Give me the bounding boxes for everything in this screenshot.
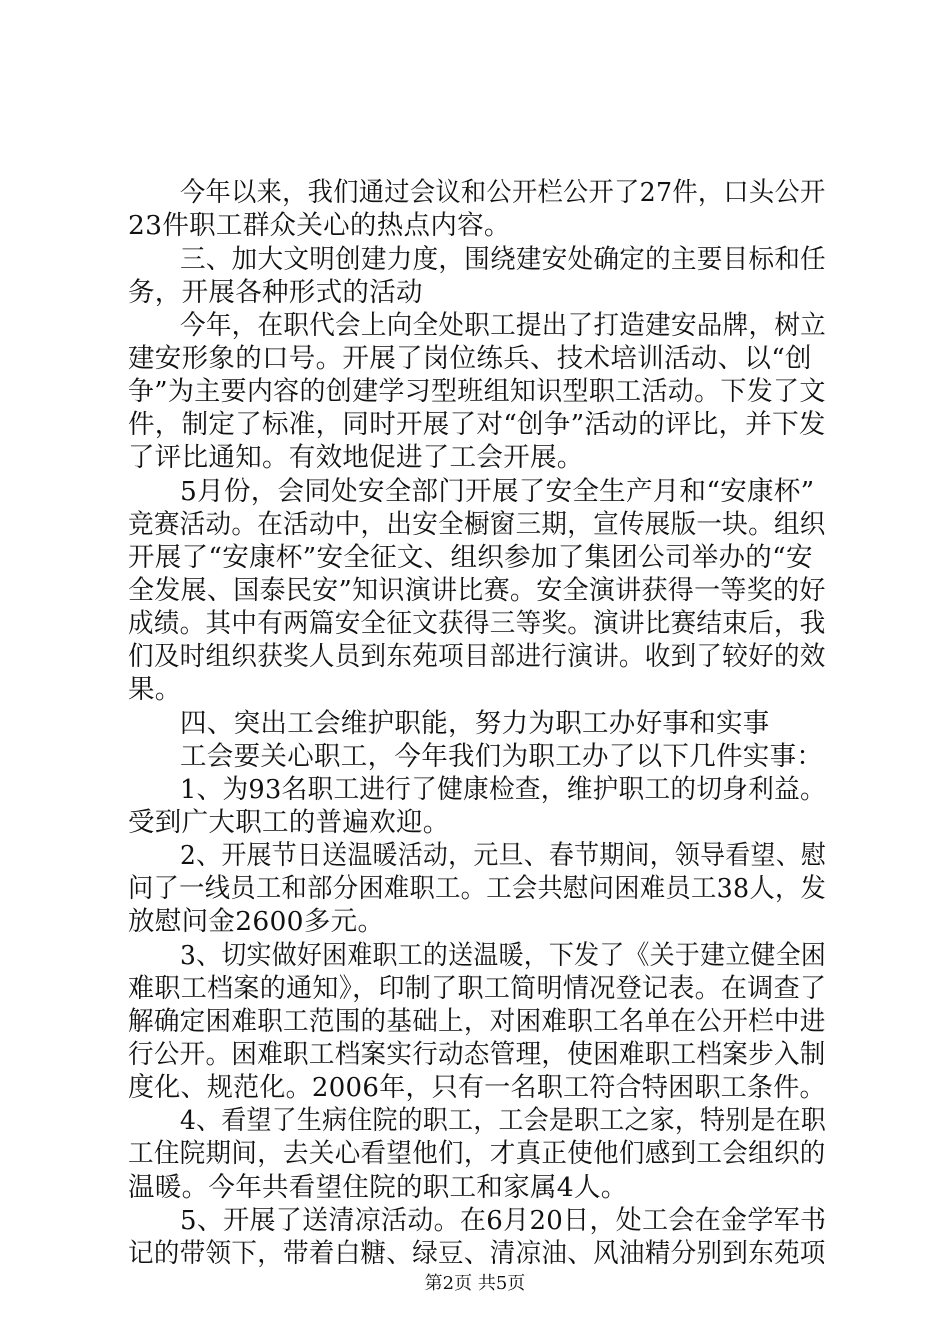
list-item-line: 温暖。今年共看望住院的职工和家属4人。	[128, 1172, 628, 1203]
list-item-line: 1、为93名职工进行了健康检查，维护职工的切身利益。	[180, 774, 826, 805]
list-item-line: 问了一线员工和部分困难职工。工会共慰问困难员工38人，发	[128, 873, 827, 904]
paragraph-line: 全发展、国泰民安”知识演讲比赛。安全演讲获得一等奖的好	[128, 575, 826, 606]
paragraph-line: 建安形象的口号。开展了岗位练兵、技术培训活动、以“创	[128, 343, 812, 374]
section-heading-line: 务，开展各种形式的活动	[128, 277, 423, 308]
paragraph-line: 5月份，会同处安全部门开展了安全生产月和“安康杯”	[180, 476, 815, 507]
section-heading-line: 四、突出工会维护职能，努力为职工办好事和实事	[180, 708, 770, 739]
section-heading-line: 三、加大文明创建力度，围绕建安处确定的主要目标和任	[180, 244, 827, 275]
paragraph-line: 争”为主要内容的创建学习型班组知识型职工活动。下发了文	[128, 376, 826, 407]
list-item-line: 5、开展了送清凉活动。在6月20日，处工会在金学军书	[180, 1205, 827, 1236]
paragraph-line: 果。	[128, 674, 182, 705]
paragraph-line: 们及时组织获奖人员到东苑项目部进行演讲。收到了较好的效	[128, 641, 826, 672]
list-item-line: 3、切实做好困难职工的送温暖，下发了《关于建立健全困	[180, 940, 827, 971]
paragraph-line: 竞赛活动。在活动中，出安全橱窗三期，宣传展版一块。组织	[128, 509, 826, 540]
paragraph-line: 今年以来，我们通过会议和公开栏公开了27件，口头公开	[180, 177, 826, 208]
paragraph-line: 工会要关心职工，今年我们为职工办了以下几件实事：	[180, 741, 824, 772]
list-item-line: 4、看望了生病住院的职工，工会是职工之家，特别是在职	[180, 1105, 827, 1136]
paragraph-line: 件，制定了标准，同时开展了对“创争”活动的评比，并下发	[128, 409, 826, 440]
paragraph-line: 了评比通知。有效地促进了工会开展。	[128, 442, 584, 473]
list-item-line: 工住院期间，去关心看望他们，才真正使他们感到工会组织的	[128, 1138, 826, 1169]
paragraph-line: 今年，在职代会上向全处职工提出了打造建安品牌，树立	[180, 310, 827, 341]
paragraph-line: 开展了“安康杯”安全征文、组织参加了集团公司举办的“安	[128, 542, 813, 573]
paragraph-line: 23件职工群众关心的热点内容。	[128, 210, 511, 241]
list-item-line: 记的带领下，带着白糖、绿豆、清凉油、风油精分别到东苑项	[128, 1238, 826, 1269]
paragraph-line: 成绩。其中有两篇安全征文获得三等奖。演讲比赛结束后，我	[128, 608, 826, 639]
list-item-line: 解确定困难职工范围的基础上，对困难职工名单在公开栏中进	[128, 1006, 826, 1037]
list-item-line: 度化、规范化。2006年，只有一名职工符合特困职工条件。	[128, 1072, 826, 1103]
list-item-line: 放慰问金2600多元。	[128, 906, 385, 937]
list-item-line: 难职工档案的通知》，印制了职工简明情况登记表。在调查了	[128, 973, 827, 1004]
page-footer: 第2页 共5页	[424, 1273, 526, 1294]
list-item-line: 行公开。困难职工档案实行动态管理，使困难职工档案步入制	[128, 1039, 826, 1070]
list-item-line: 2、开展节日送温暖活动，元旦、春节期间，领导看望、慰	[180, 840, 827, 871]
list-item-line: 受到广大职工的普遍欢迎。	[128, 807, 450, 838]
